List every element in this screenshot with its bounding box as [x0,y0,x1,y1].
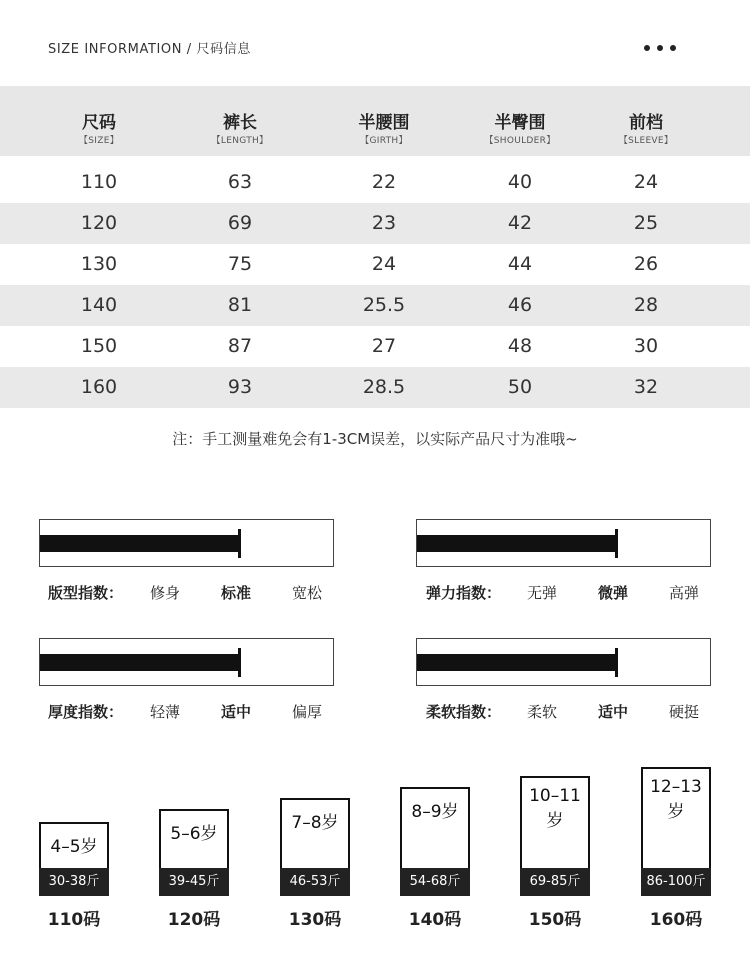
gauge-fill [40,535,239,552]
cell-shoulder: 46 [507,294,533,316]
size-label-160: 160码 [649,910,703,930]
column-header-sleeve: 前档 [629,113,663,133]
size-card-110 [39,822,109,896]
cell-length: 87 [227,335,253,357]
size-weight: 86-100斤 [641,868,711,896]
cell-length: 69 [227,212,253,234]
column-header-length: 裤长 [223,113,257,133]
thickness-option-medium: 适中 [221,703,252,721]
size-label-140: 140码 [408,910,462,930]
cell-girth: 27 [371,335,397,357]
gauge-marker [238,529,241,558]
size-card-150 [520,776,590,896]
size-label-150: 150码 [528,910,582,930]
table-row [0,162,750,203]
cell-girth: 28.5 [362,376,406,398]
header-title: SIZE INFORMATION / 尺码信息 [48,42,251,57]
size-age: 8–9岁 [411,802,459,822]
cell-sleeve: 32 [633,376,659,398]
softness-index-label: 柔软指数： [426,703,502,721]
cell-sleeve: 28 [633,294,659,316]
cell-sleeve: 30 [633,335,659,357]
column-header-girth: 半腰围 [358,113,410,133]
more-options-icon[interactable] [644,40,684,56]
size-age: 5–6岁 [170,824,218,844]
size-age: 7–8岁 [291,813,339,833]
size-label-110: 110码 [47,910,101,930]
gauge-marker [238,648,241,677]
thickness-index-gauge [39,638,334,686]
thickness-option-thick: 偏厚 [292,703,323,721]
cell-sleeve: 25 [633,212,659,234]
size-weight: 30-38斤 [39,868,109,896]
softness-option-stiff: 硬挺 [669,703,700,721]
size-card-130 [280,798,350,896]
column-header-size: 尺码 [82,113,116,133]
cell-sleeve: 24 [633,171,659,193]
cell-shoulder: 42 [507,212,533,234]
column-subheader-size: 【SIZE】 [78,136,120,146]
thickness-index-label: 厚度指数： [48,703,124,721]
gauge-fill [417,654,616,671]
cell-shoulder: 44 [507,253,533,275]
cell-shoulder: 48 [507,335,533,357]
cell-girth: 23 [371,212,397,234]
size-table-header [0,86,750,156]
size-age: 12–13岁 [650,777,702,822]
size-age: 4–5岁 [50,837,98,857]
elasticity-option-slight: 微弹 [598,584,629,602]
gauge-marker [615,648,618,677]
cell-shoulder: 40 [507,171,533,193]
table-row [0,367,750,408]
size-card-120 [159,809,229,896]
fit-option-slim: 修身 [150,584,181,602]
cell-girth: 22 [371,171,397,193]
cell-length: 93 [227,376,253,398]
gauge-fill [40,654,239,671]
size-weight: 46-53斤 [280,868,350,896]
cell-size: 110 [80,171,118,193]
size-age: 10–11岁 [529,786,581,831]
cell-length: 81 [227,294,253,316]
measurement-note: 注：手工测量难免会有1-3CM误差，以实际产品尺寸为准哦~ [172,430,578,448]
cell-size: 120 [80,212,118,234]
cell-size: 150 [80,335,118,357]
size-weight: 69-85斤 [520,868,590,896]
cell-size: 140 [80,294,118,316]
column-subheader-girth: 【GIRTH】 [360,136,408,146]
elasticity-index-label: 弹力指数： [426,584,502,602]
cell-girth: 24 [371,253,397,275]
size-weight: 54-68斤 [400,868,470,896]
elasticity-index-gauge [416,519,711,567]
fit-option-standard: 标准 [221,584,252,602]
table-row [0,203,750,244]
softness-option-medium: 适中 [598,703,629,721]
gauge-fill [417,535,616,552]
cell-length: 75 [227,253,253,275]
column-header-shoulder: 半臀围 [494,113,546,133]
cell-girth: 25.5 [362,294,406,316]
column-subheader-shoulder: 【SHOULDER】 [484,136,556,146]
cell-sleeve: 26 [633,253,659,275]
elasticity-option-none: 无弹 [527,584,558,602]
thickness-option-thin: 轻薄 [150,703,181,721]
softness-index-gauge [416,638,711,686]
softness-option-soft: 柔软 [527,703,558,721]
table-row [0,326,750,367]
cell-size: 160 [80,376,118,398]
table-row [0,285,750,326]
cell-length: 63 [227,171,253,193]
cell-shoulder: 50 [507,376,533,398]
size-card-160 [641,767,711,896]
gauge-marker [615,529,618,558]
table-row [0,244,750,285]
column-subheader-sleeve: 【SLEEVE】 [618,136,674,146]
fit-index-gauge [39,519,334,567]
size-label-130: 130码 [288,910,342,930]
fit-option-loose: 宽松 [292,584,323,602]
fit-index-label: 版型指数： [48,584,124,602]
elasticity-option-high: 高弹 [669,584,700,602]
size-label-120: 120码 [167,910,221,930]
column-subheader-length: 【LENGTH】 [211,136,269,146]
size-weight: 39-45斤 [159,868,229,896]
size-card-140 [400,787,470,896]
cell-size: 130 [80,253,118,275]
